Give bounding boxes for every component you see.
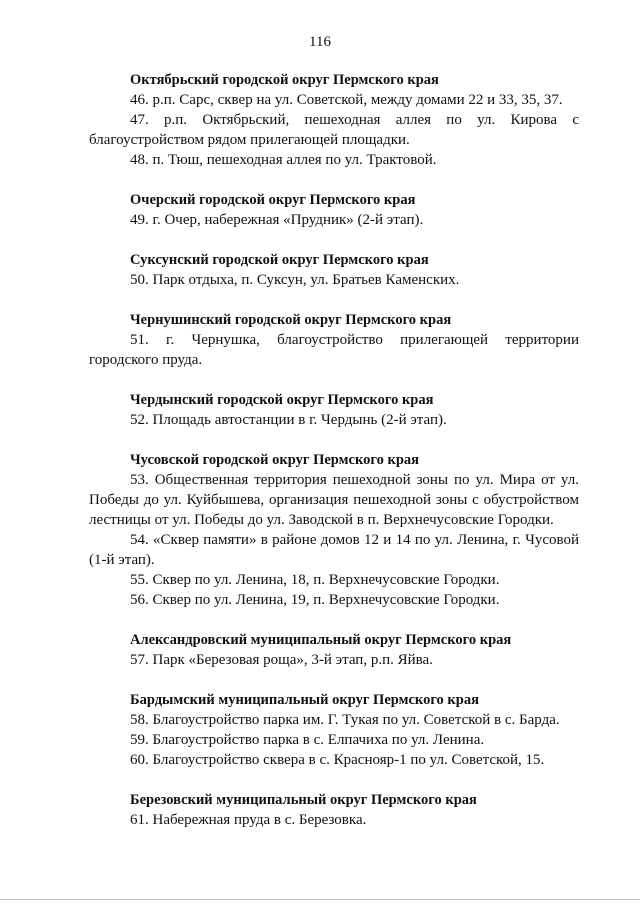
list-item: 52. Площадь автостанции в г. Чердынь (2-й этап). bbox=[130, 412, 447, 428]
section-aleksandrovsky bbox=[89, 630, 579, 670]
section-cherdynsky bbox=[89, 390, 579, 430]
section-ochersky bbox=[89, 190, 579, 230]
section-chernushinsky bbox=[89, 310, 579, 370]
list-item: 57. Парк «Березовая роща», 3-й этап, р.п. Яйва. bbox=[130, 652, 433, 668]
page-number: 116 bbox=[309, 34, 331, 50]
list-item: 47. р.п. Октябрьский, пешеходная аллея по ул. Кирова с благоустройством рядом прилегающей площадки. bbox=[89, 112, 579, 148]
scan-edge-line bbox=[0, 899, 640, 900]
section-suksunsky bbox=[89, 250, 579, 290]
section-heading: Суксунский городской округ Пермского края bbox=[130, 252, 429, 268]
section-oktyabrsky bbox=[89, 70, 579, 170]
list-item: 60. Благоустройство сквера в с. Краснояр-1 по ул. Советской, 15. bbox=[130, 752, 545, 768]
section-heading: Бардымский муниципальный округ Пермского края bbox=[130, 692, 479, 708]
section-heading: Чернушинский городской округ Пермского края bbox=[130, 312, 452, 328]
list-item: 49. г. Очер, набережная «Прудник» (2-й этап). bbox=[130, 212, 424, 228]
list-item: 51. г. Чернушка, благоустройство прилегающей территории городского пруда. bbox=[89, 332, 579, 368]
list-item: 55. Сквер по ул. Ленина, 18, п. Верхнечусовские Городки. bbox=[130, 572, 500, 588]
section-bardymsky bbox=[89, 690, 579, 770]
list-item: 48. п. Тюш, пешеходная аллея по ул. Трактовой. bbox=[130, 152, 437, 168]
list-item: 59. Благоустройство парка в с. Елпачиха по ул. Ленина. bbox=[130, 732, 485, 748]
section-heading: Октябрьский городской округ Пермского края bbox=[130, 72, 439, 88]
section-heading: Александровский муниципальный округ Пермского края bbox=[130, 632, 512, 648]
section-berezovsky bbox=[89, 790, 579, 830]
list-item: 54. «Сквер памяти» в районе домов 12 и 14 по ул. Ленина, г. Чусовой (1-й этап). bbox=[89, 532, 579, 568]
section-chusovskoy bbox=[89, 450, 579, 610]
list-item: 53. Общественная территория пешеходной зоны по ул. Мира от ул. Победы до ул. Куйбышева, организация пешеходной зоны с обустройством лестницы от ул. Победы до ул. Заводской в п. Верхнечусовские Городки. bbox=[89, 472, 579, 528]
section-heading: Чусовской городской округ Пермского края bbox=[130, 452, 419, 468]
list-item: 56. Сквер по ул. Ленина, 19, п. Верхнечусовские Городки. bbox=[130, 592, 500, 608]
list-item: 50. Парк отдыха, п. Суксун, ул. Братьев Каменских. bbox=[130, 272, 460, 288]
list-item: 46. р.п. Сарс, сквер на ул. Советской, между домами 22 и 33, 35, 37. bbox=[130, 92, 563, 108]
section-heading: Чердынский городской округ Пермского края bbox=[130, 392, 434, 408]
list-item: 58. Благоустройство парка им. Г. Тукая по ул. Советской в с. Барда. bbox=[130, 712, 560, 728]
list-item: 61. Набережная пруда в с. Березовка. bbox=[130, 812, 367, 828]
section-heading: Очерский городской округ Пермского края bbox=[130, 192, 416, 208]
document-body bbox=[89, 70, 579, 850]
section-heading: Березовский муниципальный округ Пермского края bbox=[130, 792, 477, 808]
